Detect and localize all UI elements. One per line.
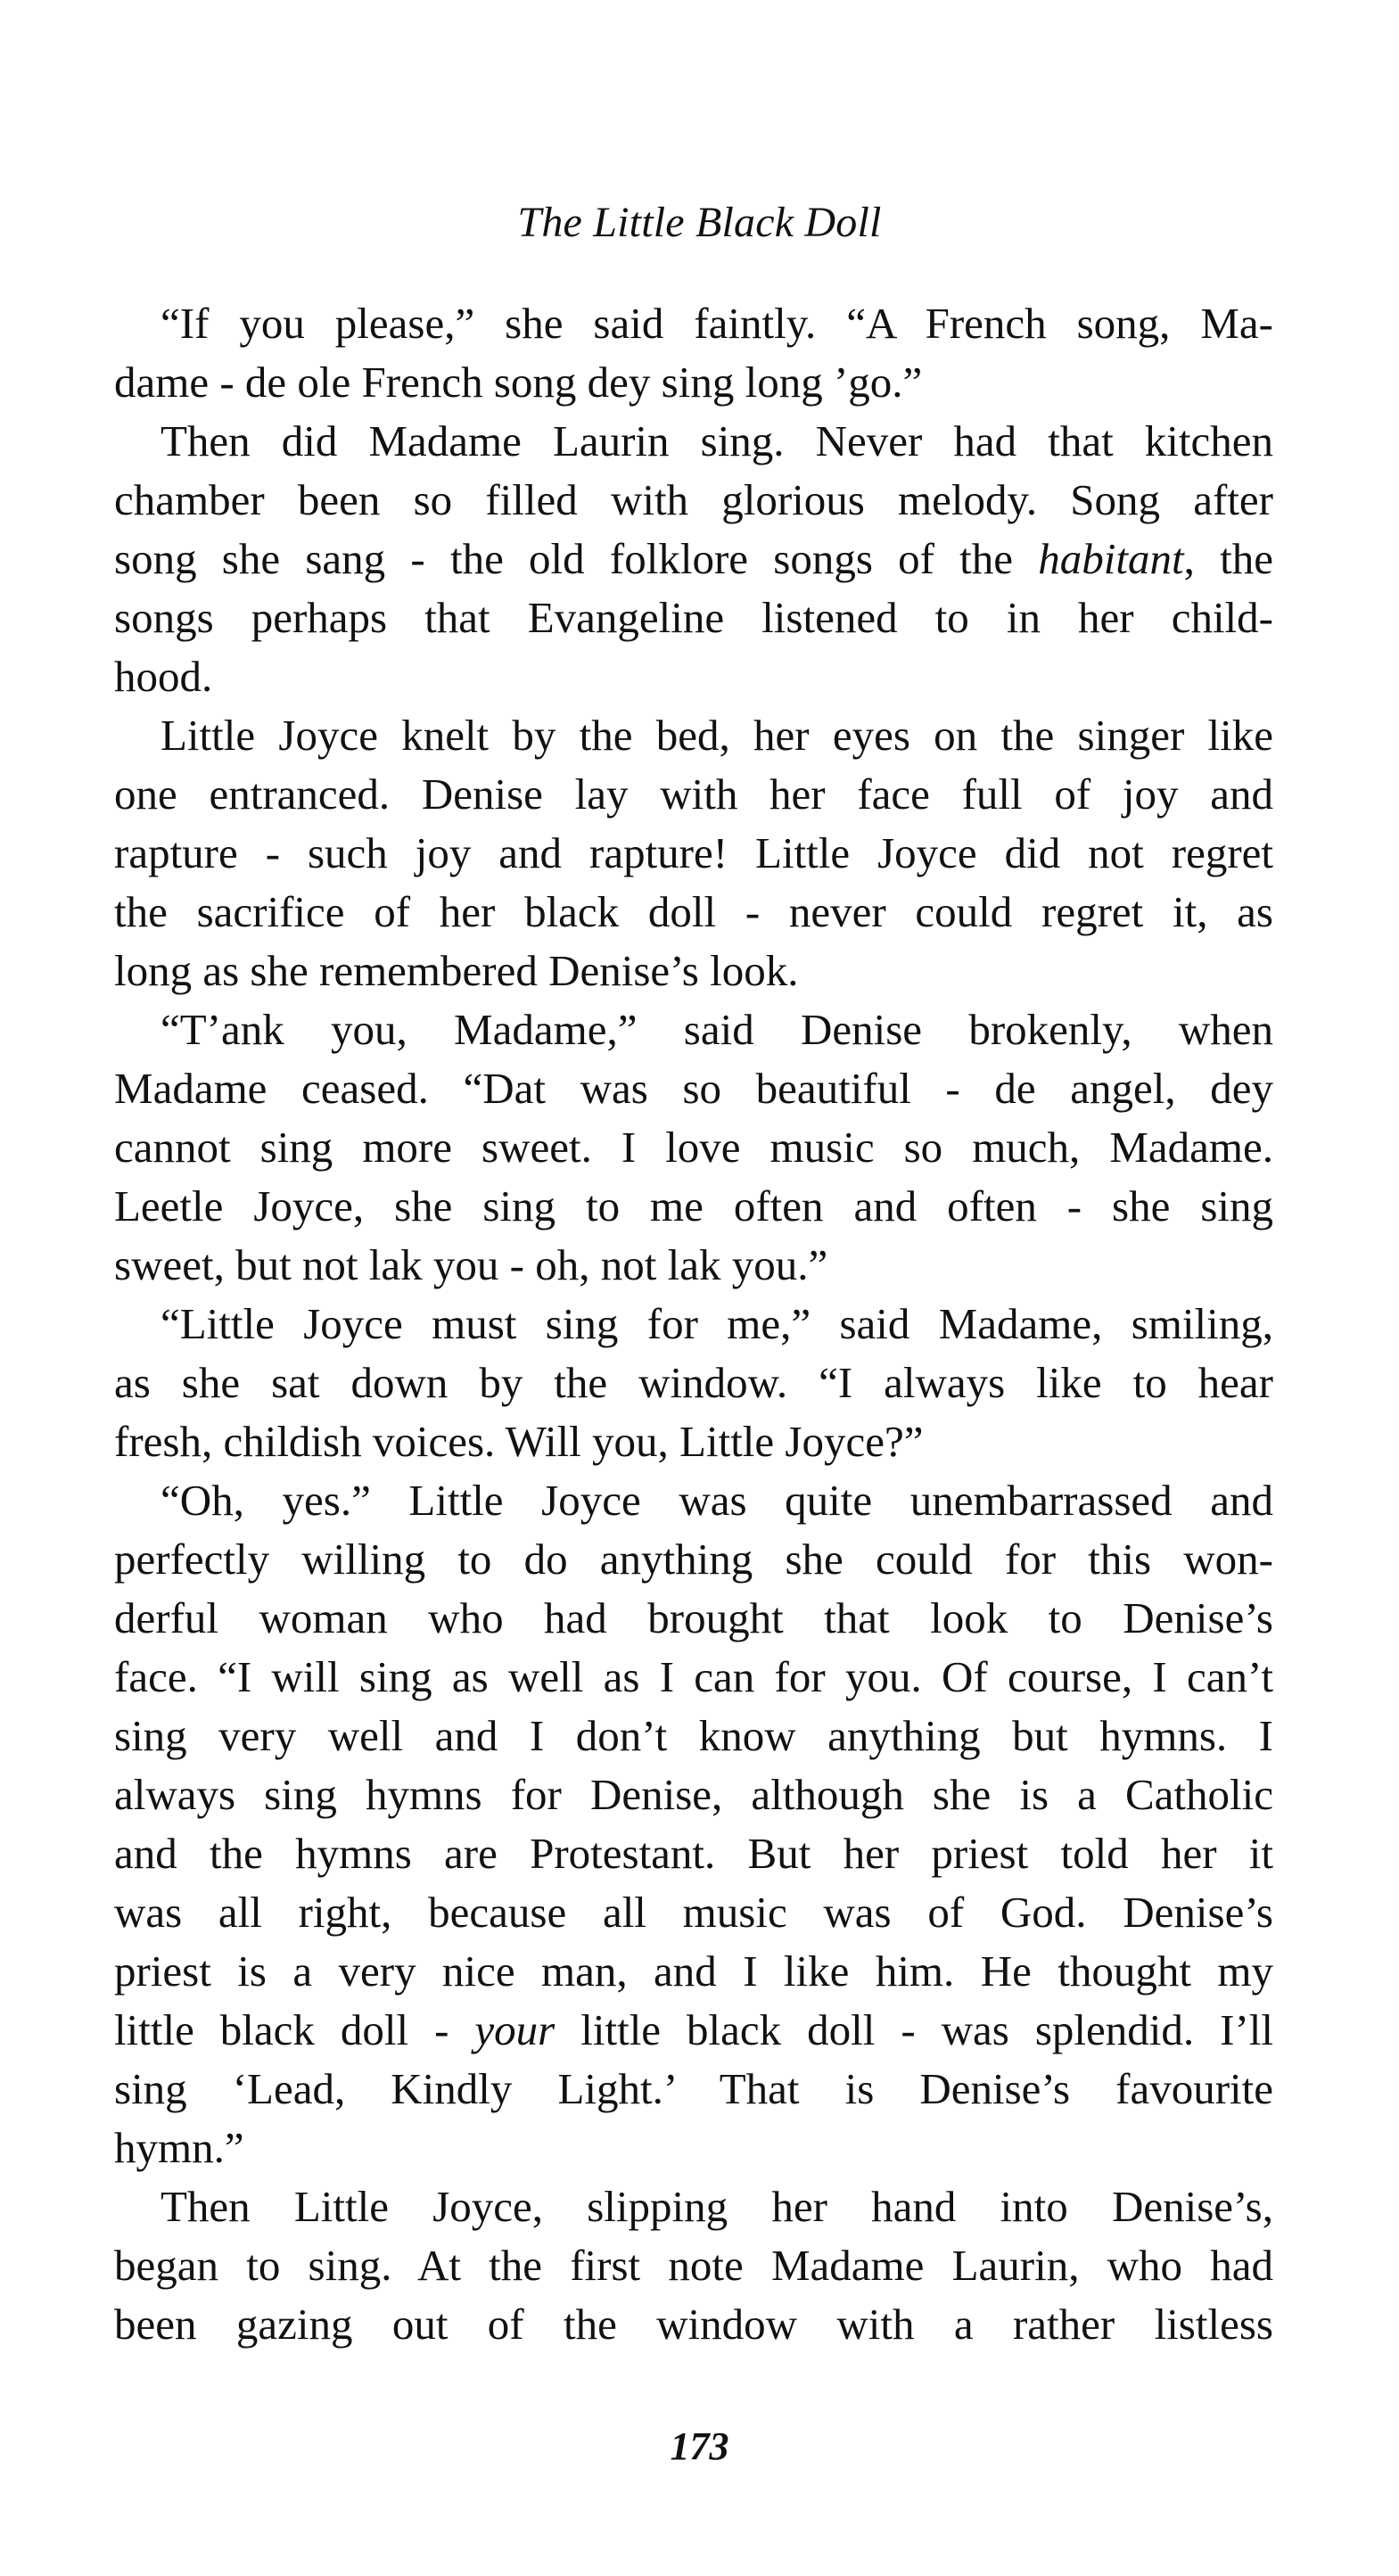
text-line: sweet, but not lak you - oh, not lak you.” [114, 1240, 828, 1289]
text-line: “T’ank you, Madame,” said Denise brokenly, when [160, 1005, 1273, 1054]
text-line: fresh, childish voices. Will you, Little Joyce?” [114, 1417, 924, 1466]
text-line: “Little Joyce must sing for me,” said Madame, smiling, [160, 1299, 1273, 1348]
text-line: perfectly willing to do anything she could for this won- [114, 1535, 1273, 1584]
text-line: derful woman who had brought that look to Denise’s [114, 1593, 1273, 1642]
paragraph [114, 706, 1273, 1000]
text-line: been gazing out of the window with a rather listless [114, 2300, 1273, 2349]
text-line: hood. [114, 652, 213, 701]
text-line: rapture - such joy and rapture! Little Joyce did not regret [114, 828, 1273, 877]
text-line: was all right, because all music was of God. Denise’s [114, 1888, 1273, 1937]
text-line: hymn.” [114, 2123, 244, 2172]
italic-word: your [474, 2005, 555, 2054]
text-line: song she sang - the old folklore songs of the habitant, the [114, 534, 1273, 583]
text-line: priest is a very nice man, and I like him. He thought my [114, 1946, 1273, 1996]
text-line: one entranced. Denise lay with her face full of joy and [114, 770, 1273, 819]
text-line: little black doll - your little black doll - was splendid. I’ll [114, 2005, 1273, 2054]
text-line: sing very well and I don’t know anything but hymns. I [114, 1711, 1273, 1760]
text-line: Then did Madame Laurin sing. Never had that kitchen [160, 416, 1273, 465]
text-line: the sacrifice of her black doll - never could regret it, as [114, 887, 1273, 936]
page-number: 173 [670, 2424, 729, 2468]
text-line: “If you please,” she said faintly. “A French song, Ma- [160, 299, 1273, 348]
text-line: dame - de ole French song dey sing long ’go.” [114, 358, 923, 407]
text-line: long as she remembered Denise’s look. [114, 946, 799, 995]
text-line: sing ‘Lead, Kindly Light.’ That is Denise’s favourite [114, 2064, 1273, 2113]
running-title: The Little Black Doll [517, 199, 882, 246]
body-text [114, 294, 1273, 2354]
text-line: “Oh, yes.” Little Joyce was quite unembarrassed and [160, 1476, 1273, 1525]
text-line: chamber been so filled with glorious melody. Song after [114, 475, 1273, 524]
text-line: as she sat down by the window. “I always like to hear [114, 1358, 1273, 1407]
text-line: and the hymns are Protestant. But her priest told her it [114, 1829, 1273, 1878]
text-line: began to sing. At the first note Madame Laurin, who had [114, 2241, 1273, 2290]
paragraph [114, 1295, 1273, 1471]
text-line: always sing hymns for Denise, although she is a Catholic [114, 1770, 1273, 1819]
paragraph [114, 412, 1273, 706]
text-line: Madame ceased. “Dat was so beautiful - de angel, dey [114, 1064, 1273, 1113]
text-line: Little Joyce knelt by the bed, her eyes on the singer like [160, 711, 1273, 760]
text-line: Then Little Joyce, slipping her hand into Denise’s, [160, 2182, 1273, 2231]
paragraph [114, 2177, 1273, 2354]
paragraph [114, 294, 1273, 412]
text-line: face. “I will sing as well as I can for you. Of course, I can’t [114, 1652, 1273, 1701]
paragraph [114, 1471, 1273, 2177]
text-line: cannot sing more sweet. I love music so much, Madame. [114, 1123, 1273, 1172]
paragraph [114, 1000, 1273, 1295]
text-line: songs perhaps that Evangeline listened to in her child- [114, 593, 1273, 642]
text-line: Leetle Joyce, she sing to me often and often - she sing [114, 1181, 1273, 1230]
italic-word: habitant [1038, 534, 1184, 583]
